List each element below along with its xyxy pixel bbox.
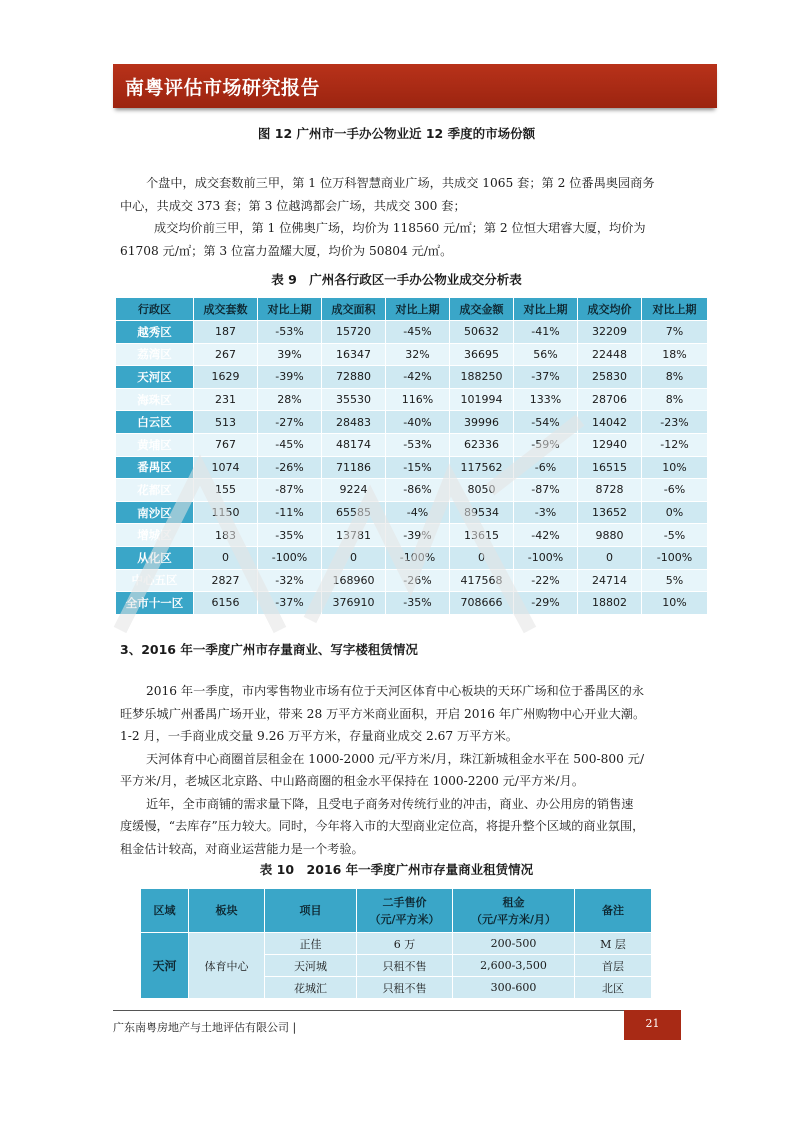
table-cell: 101994 — [450, 388, 514, 411]
section3-line: 1-2 月，一手商业成交量 9.26 万平方米，存量商业成交 2.67 万平方米。 — [120, 729, 518, 743]
table-cell: 首层 — [575, 955, 652, 977]
table-row — [116, 524, 708, 547]
table-cell: 231 — [194, 388, 258, 411]
table-cell: -54% — [514, 411, 578, 434]
table-cell: 513 — [194, 411, 258, 434]
table-cell: -6% — [514, 456, 578, 479]
header-line: 租金 — [502, 895, 525, 909]
table-row — [141, 933, 652, 955]
table-cell: -42% — [514, 524, 578, 547]
table-cell: 7% — [642, 321, 708, 344]
table-cell: 48174 — [322, 433, 386, 456]
district-cell: 南沙区 — [116, 501, 194, 524]
district-cell: 荔湾区 — [116, 343, 194, 366]
district-cell: 天河区 — [116, 366, 194, 389]
table-cell: -53% — [258, 321, 322, 344]
table-cell: 13781 — [322, 524, 386, 547]
table-cell: 花城汇 — [265, 977, 357, 999]
table-cell: 267 — [194, 343, 258, 366]
table-cell: -35% — [386, 592, 450, 615]
header-cell — [453, 889, 575, 933]
table-cell: -32% — [258, 569, 322, 592]
table-cell: 155 — [194, 479, 258, 502]
table-cell: 10% — [642, 592, 708, 615]
table-cell: 8% — [642, 388, 708, 411]
report-title: 南粤评估市场研究报告 — [125, 77, 321, 99]
table-cell: -29% — [514, 592, 578, 615]
table-cell: 天河城 — [265, 955, 357, 977]
table-cell: 183 — [194, 524, 258, 547]
table-cell: 1074 — [194, 456, 258, 479]
table-cell: 39% — [258, 343, 322, 366]
page-number: 21 — [624, 1010, 681, 1040]
header-cell: 对比上期 — [642, 298, 708, 321]
table-cell: 5% — [642, 569, 708, 592]
section3-line: 近年，全市商铺的需求量下降，且受电子商务对传统行业的冲击，商业、办公用房的销售速 — [146, 796, 634, 811]
table-cell: 1150 — [194, 501, 258, 524]
table-cell: 22448 — [578, 343, 642, 366]
table-cell: -22% — [514, 569, 578, 592]
table-cell: 28% — [258, 388, 322, 411]
table-cell: 9880 — [578, 524, 642, 547]
table9-caption: 表 9 广州各行政区一手办公物业成交分析表 — [271, 272, 522, 287]
table-cell: -87% — [514, 479, 578, 502]
table-cell: 8% — [642, 366, 708, 389]
table-cell: -5% — [642, 524, 708, 547]
district-cell: 增城区 — [116, 524, 194, 547]
table-row — [116, 343, 708, 366]
table-cell: -26% — [386, 569, 450, 592]
district-cell: 越秀区 — [116, 321, 194, 344]
table-cell: -86% — [386, 479, 450, 502]
region-cell: 天河 — [141, 933, 189, 999]
header-cell: 对比上期 — [258, 298, 322, 321]
table-cell: -3% — [514, 501, 578, 524]
district-cell: 中心五区 — [116, 569, 194, 592]
table-cell: 200-500 — [453, 933, 575, 955]
table-cell: 0% — [642, 501, 708, 524]
table-cell: 6156 — [194, 592, 258, 615]
table-cell: 168960 — [322, 569, 386, 592]
table-cell: -45% — [386, 321, 450, 344]
table-cell: -15% — [386, 456, 450, 479]
table-cell: 39996 — [450, 411, 514, 434]
table-cell: 65585 — [322, 501, 386, 524]
table-header-row — [141, 889, 652, 933]
table-row — [116, 501, 708, 524]
table-cell: 15720 — [322, 321, 386, 344]
figure-caption: 图 12 广州市一手办公物业近 12 季度的市场份额 — [257, 126, 536, 141]
section-title: 3、2016 年一季度广州市存量商业、写字楼租赁情况 — [120, 642, 418, 657]
table-cell: -39% — [258, 366, 322, 389]
district-cell: 白云区 — [116, 411, 194, 434]
table-cell: -35% — [258, 524, 322, 547]
section3-line: 租金估计较高，对商业运营能力是一个考验。 — [120, 841, 364, 856]
table-cell: 24714 — [578, 569, 642, 592]
table-cell: -42% — [386, 366, 450, 389]
district-cell: 番禺区 — [116, 456, 194, 479]
table-cell: 0 — [578, 546, 642, 569]
table10-caption: 表 10 2016 年一季度广州市存量商业租赁情况 — [259, 862, 534, 877]
table-cell: 32% — [386, 343, 450, 366]
table-cell: -45% — [258, 433, 322, 456]
table-cell: -100% — [642, 546, 708, 569]
table-cell: 32209 — [578, 321, 642, 344]
table-row — [116, 388, 708, 411]
table-cell: 62336 — [450, 433, 514, 456]
table-cell: 只租不售 — [357, 955, 453, 977]
header-line: 二手售价 — [382, 895, 427, 909]
table-cell: 767 — [194, 433, 258, 456]
table-cell: 71186 — [322, 456, 386, 479]
block-cell: 体育中心 — [189, 933, 265, 999]
header-cell — [357, 889, 453, 933]
table-header-row — [116, 298, 708, 321]
table-cell: 36695 — [450, 343, 514, 366]
table-cell: 0 — [322, 546, 386, 569]
table-cell: 28483 — [322, 411, 386, 434]
table-cell: 16515 — [578, 456, 642, 479]
table-cell: 1629 — [194, 366, 258, 389]
table-cell: 13652 — [578, 501, 642, 524]
table-cell: 正佳 — [265, 933, 357, 955]
header-cell: 成交面积 — [322, 298, 386, 321]
table-cell: -27% — [258, 411, 322, 434]
table-cell: 16347 — [322, 343, 386, 366]
table-cell: 9224 — [322, 479, 386, 502]
table-row — [116, 456, 708, 479]
section3-line: 天河体育中心商圈首层租金在 1000-2000 元/平方米/月，珠江新城租金水平在 500-800 元/ — [146, 751, 645, 766]
header-line: （元/平方米） — [369, 912, 440, 926]
header-cell: 对比上期 — [386, 298, 450, 321]
header-line: （元/平方米/月） — [470, 912, 557, 926]
section3-line: 度缓慢，“去库存”压力较大。同时，今年将入市的大型商业定位高，将提升整个区域的商业氛围， — [120, 819, 645, 833]
table-cell: -100% — [514, 546, 578, 569]
table-cell: -40% — [386, 411, 450, 434]
header-cell: 项目 — [265, 889, 357, 933]
table-row — [116, 411, 708, 434]
header-cell: 成交均价 — [578, 298, 642, 321]
section3-line: 平方米/月，老城区北京路、中山路商圈的租金水平保持在 1000-2200 元/平方米/月。 — [120, 774, 585, 788]
table-cell: 117562 — [450, 456, 514, 479]
footer-divider — [113, 1010, 681, 1011]
table-cell: 72880 — [322, 366, 386, 389]
table-cell: 只租不售 — [357, 977, 453, 999]
table-cell: 10% — [642, 456, 708, 479]
table-cell: 2,600-3,500 — [453, 955, 575, 977]
table-cell: 13615 — [450, 524, 514, 547]
table-cell: -23% — [642, 411, 708, 434]
intro-line: 个盘中，成交套数前三甲，第 1 位万科智慧商业广场，共成交 1065 套；第 2 位番禺奥园商务 — [146, 176, 655, 190]
table-cell: -26% — [258, 456, 322, 479]
table-cell: M 层 — [575, 933, 652, 955]
district-cell: 花都区 — [116, 479, 194, 502]
district-cell: 从化区 — [116, 546, 194, 569]
section3-line: 旺梦乐城广州番禺广场开业，带来 28 万平方米商业面积，开启 2016 年广州购物中心开业大潮。 — [120, 706, 646, 721]
header-cell: 对比上期 — [514, 298, 578, 321]
table-row — [116, 433, 708, 456]
table-cell: -37% — [258, 592, 322, 615]
table-row — [116, 321, 708, 344]
table-row — [116, 479, 708, 502]
rental-table — [140, 888, 652, 999]
header-cell: 备注 — [575, 889, 652, 933]
table-cell: 25830 — [578, 366, 642, 389]
table-cell: 0 — [450, 546, 514, 569]
table-cell: -100% — [386, 546, 450, 569]
header-cell: 行政区 — [116, 298, 194, 321]
table-cell: 417568 — [450, 569, 514, 592]
table-cell: 708666 — [450, 592, 514, 615]
header-cell: 板块 — [189, 889, 265, 933]
intro-line: 中心，共成交 373 套；第 3 位越鸿都会广场，共成交 300 套； — [120, 198, 466, 213]
district-cell: 海珠区 — [116, 388, 194, 411]
section3-paragraph — [120, 680, 712, 860]
table-cell: 6 万 — [357, 933, 453, 955]
table-cell: -100% — [258, 546, 322, 569]
table-cell: 18802 — [578, 592, 642, 615]
table-cell: -39% — [386, 524, 450, 547]
table-cell: 187 — [194, 321, 258, 344]
table-cell: 北区 — [575, 977, 652, 999]
section3-line: 2016 年一季度，市内零售物业市场有位于天河区体育中心板块的天环广场和位于番禺区的永 — [146, 684, 645, 698]
table-cell: -12% — [642, 433, 708, 456]
table-cell: 28706 — [578, 388, 642, 411]
table-cell: 300-600 — [453, 977, 575, 999]
district-office-table — [115, 297, 708, 615]
intro-paragraph — [120, 172, 712, 262]
district-cell: 全市十一区 — [116, 592, 194, 615]
header-cell: 区域 — [141, 889, 189, 933]
table-cell: 133% — [514, 388, 578, 411]
table-cell: 14042 — [578, 411, 642, 434]
table-cell: 116% — [386, 388, 450, 411]
table-cell: -41% — [514, 321, 578, 344]
table-cell: -37% — [514, 366, 578, 389]
table-cell: 18% — [642, 343, 708, 366]
table-cell: 0 — [194, 546, 258, 569]
table-cell: -87% — [258, 479, 322, 502]
table-cell: 12940 — [578, 433, 642, 456]
table-cell: -59% — [514, 433, 578, 456]
table-cell: 8050 — [450, 479, 514, 502]
intro-line: 成交均价前三甲，第 1 位佛奥广场，均价为 118560 元/㎡；第 2 位恒大珺睿大厦，均价为 — [154, 221, 646, 235]
intro-line: 61708 元/㎡；第 3 位富力盈耀大厦，均价为 50804 元/㎡。 — [120, 243, 453, 258]
table-row — [116, 592, 708, 615]
table-row — [116, 546, 708, 569]
table-cell: -6% — [642, 479, 708, 502]
footer-company: 广东南粤房地产与土地评估有限公司 | — [113, 1021, 297, 1034]
table-cell: 376910 — [322, 592, 386, 615]
header-cell: 成交套数 — [194, 298, 258, 321]
table-cell: 2827 — [194, 569, 258, 592]
table-cell: 8728 — [578, 479, 642, 502]
table-cell: 50632 — [450, 321, 514, 344]
table-cell: -4% — [386, 501, 450, 524]
table-cell: 188250 — [450, 366, 514, 389]
table-cell: -53% — [386, 433, 450, 456]
table-row — [116, 366, 708, 389]
table-cell: 35530 — [322, 388, 386, 411]
table-cell: -11% — [258, 501, 322, 524]
table-row — [116, 569, 708, 592]
header-cell: 成交金额 — [450, 298, 514, 321]
table-cell: 89534 — [450, 501, 514, 524]
header-band — [113, 64, 717, 108]
district-cell: 黄埔区 — [116, 433, 194, 456]
table-cell: 56% — [514, 343, 578, 366]
